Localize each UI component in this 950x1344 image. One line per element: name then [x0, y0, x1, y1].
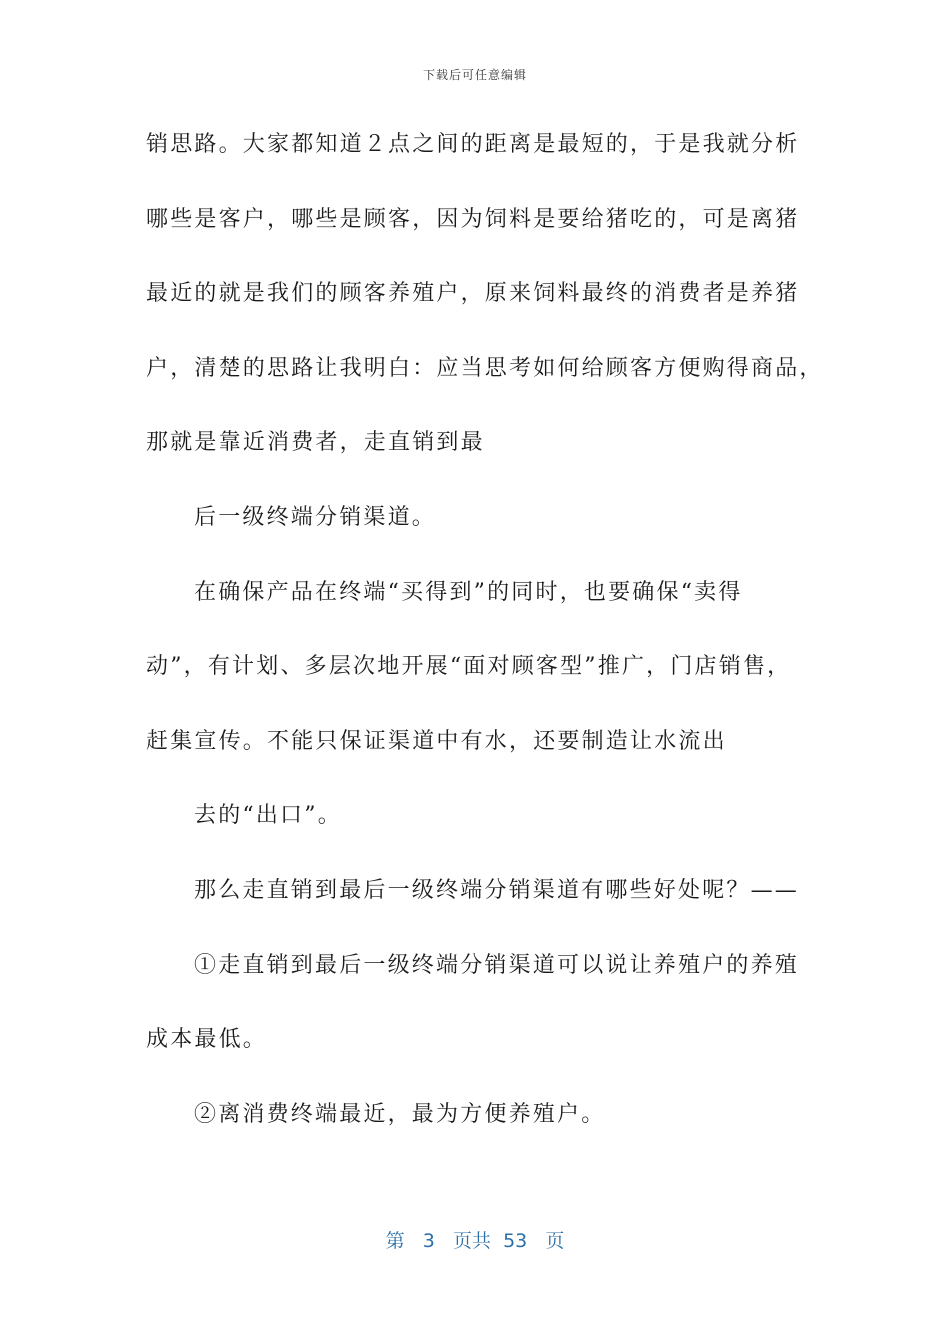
text-line: 最近的就是我们的顾客养殖户，原来饲料最终的消费者是养猪 — [146, 281, 800, 307]
text-line: ②离消费终端最近，最为方便养殖户。 — [194, 1101, 606, 1127]
text-line: 那么走直销到最后一级终端分销渠道有哪些好处呢？—— — [194, 877, 800, 903]
text-line: 赶集宣传。不能只保证渠道中有水，还要制造让水流出 — [146, 728, 727, 754]
text-line: 后一级终端分销渠道。 — [194, 504, 437, 530]
text-line: 成本最低。 — [146, 1027, 268, 1053]
text-line: 动”，有计划、多层次地开展“面对顾客型”推广，门店销售， — [146, 654, 792, 680]
text-line: 户，清楚的思路让我明白：应当思考如何给顾客方便购得商品， — [146, 355, 824, 381]
text-line: ①走直销到最后一级终端分销渠道可以说让养殖户的养殖 — [194, 952, 800, 978]
text-line: 在确保产品在终端“买得到”的同时，也要确保“卖得 — [194, 579, 743, 605]
document-body — [146, 128, 824, 1172]
text-line: 销思路。大家都知道２点之间的距离是最短的，于是我就分析 — [146, 132, 800, 157]
header-note: 下载后可任意编辑 — [422, 68, 527, 82]
text-line: 去的“出口”。 — [194, 803, 342, 829]
page-footer — [0, 1226, 950, 1253]
footer-label-total: 页共 — [452, 1230, 491, 1252]
text-line: 那就是靠近消费者，走直销到最 — [146, 430, 485, 456]
footer-current-page: 3 — [422, 1230, 435, 1252]
text-line: 哪些是客户，哪些是顾客，因为饲料是要给猪吃的，可是离猪 — [146, 206, 800, 232]
footer-label-page: 第 — [385, 1230, 405, 1252]
footer-total-pages: 53 — [503, 1230, 528, 1252]
footer-label-end: 页 — [545, 1230, 565, 1252]
